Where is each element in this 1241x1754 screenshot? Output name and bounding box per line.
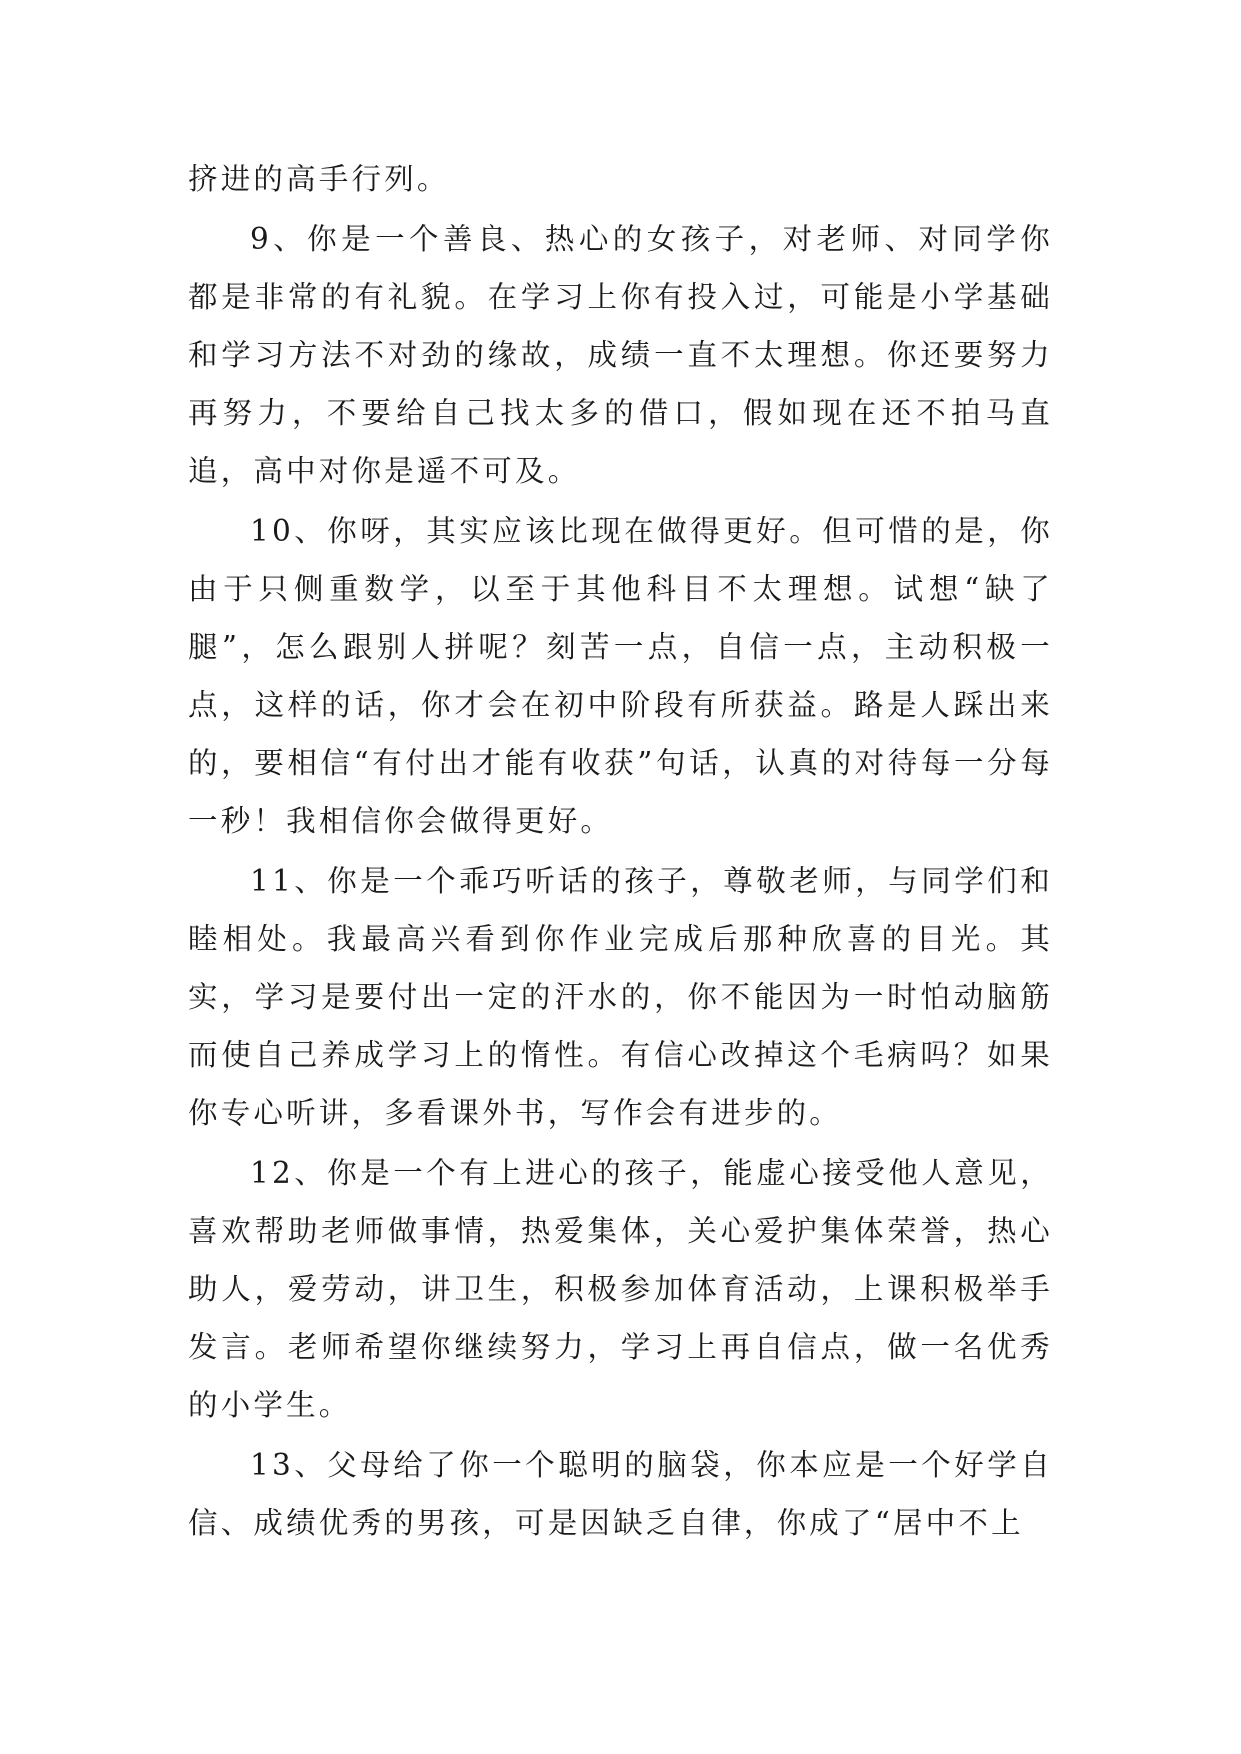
paragraph-item-11: 11、你是一个乖巧听话的孩子，尊敬老师，与同学们和睦相处。我最高兴看到你作业完成后那种欣喜的目光。其实，学习是要付出一定的汗水的，你不能因为一时怕动脑筋而使自己养成学习上的惰性。有信心改掉这个毛病吗？如果你专心听讲，多看课外书，写作会有进步的。 bbox=[188, 864, 1053, 1130]
paragraph-item-10: 10、你呀，其实应该比现在做得更好。但可惜的是，你由于只侧重数学，以至于其他科目不太理想。试想“缺了腿”，怎么跟别人拼呢？刻苦一点，自信一点，主动积极一点，这样的话，你才会在初中阶段有所获益。路是人踩出来的，要相信“有付出才能有收获”句话，认真的对待每一分每一秒！我相信你会做得更好。 bbox=[188, 514, 1053, 838]
paragraph-item-13: 13、父母给了你一个聪明的脑袋，你本应是一个好学自信、成绩优秀的男孩，可是因缺乏自律，你成了“居中不上 bbox=[188, 1448, 1053, 1540]
paragraph-continuation: 挤进的高手行列。 bbox=[188, 162, 450, 196]
paragraph-item-12: 12、你是一个有上进心的孩子，能虚心接受他人意见，喜欢帮助老师做事情，热爱集体，关心爱护集体荣誉，热心助人，爱劳动，讲卫生，积极参加体育活动，上课积极举手发言。老师希望你继续努力，学习上再自信点，做一名优秀的小学生。 bbox=[188, 1156, 1053, 1422]
document-body bbox=[188, 150, 1053, 1552]
paragraph-item-9: 9、你是一个善良、热心的女孩子，对老师、对同学你都是非常的有礼貌。在学习上你有投入过，可能是小学基础和学习方法不对劲的缘故，成绩一直不太理想。你还要努力再努力，不要给自己找太多的借口，假如现在还不拍马直追，高中对你是遥不可及。 bbox=[188, 222, 1053, 488]
